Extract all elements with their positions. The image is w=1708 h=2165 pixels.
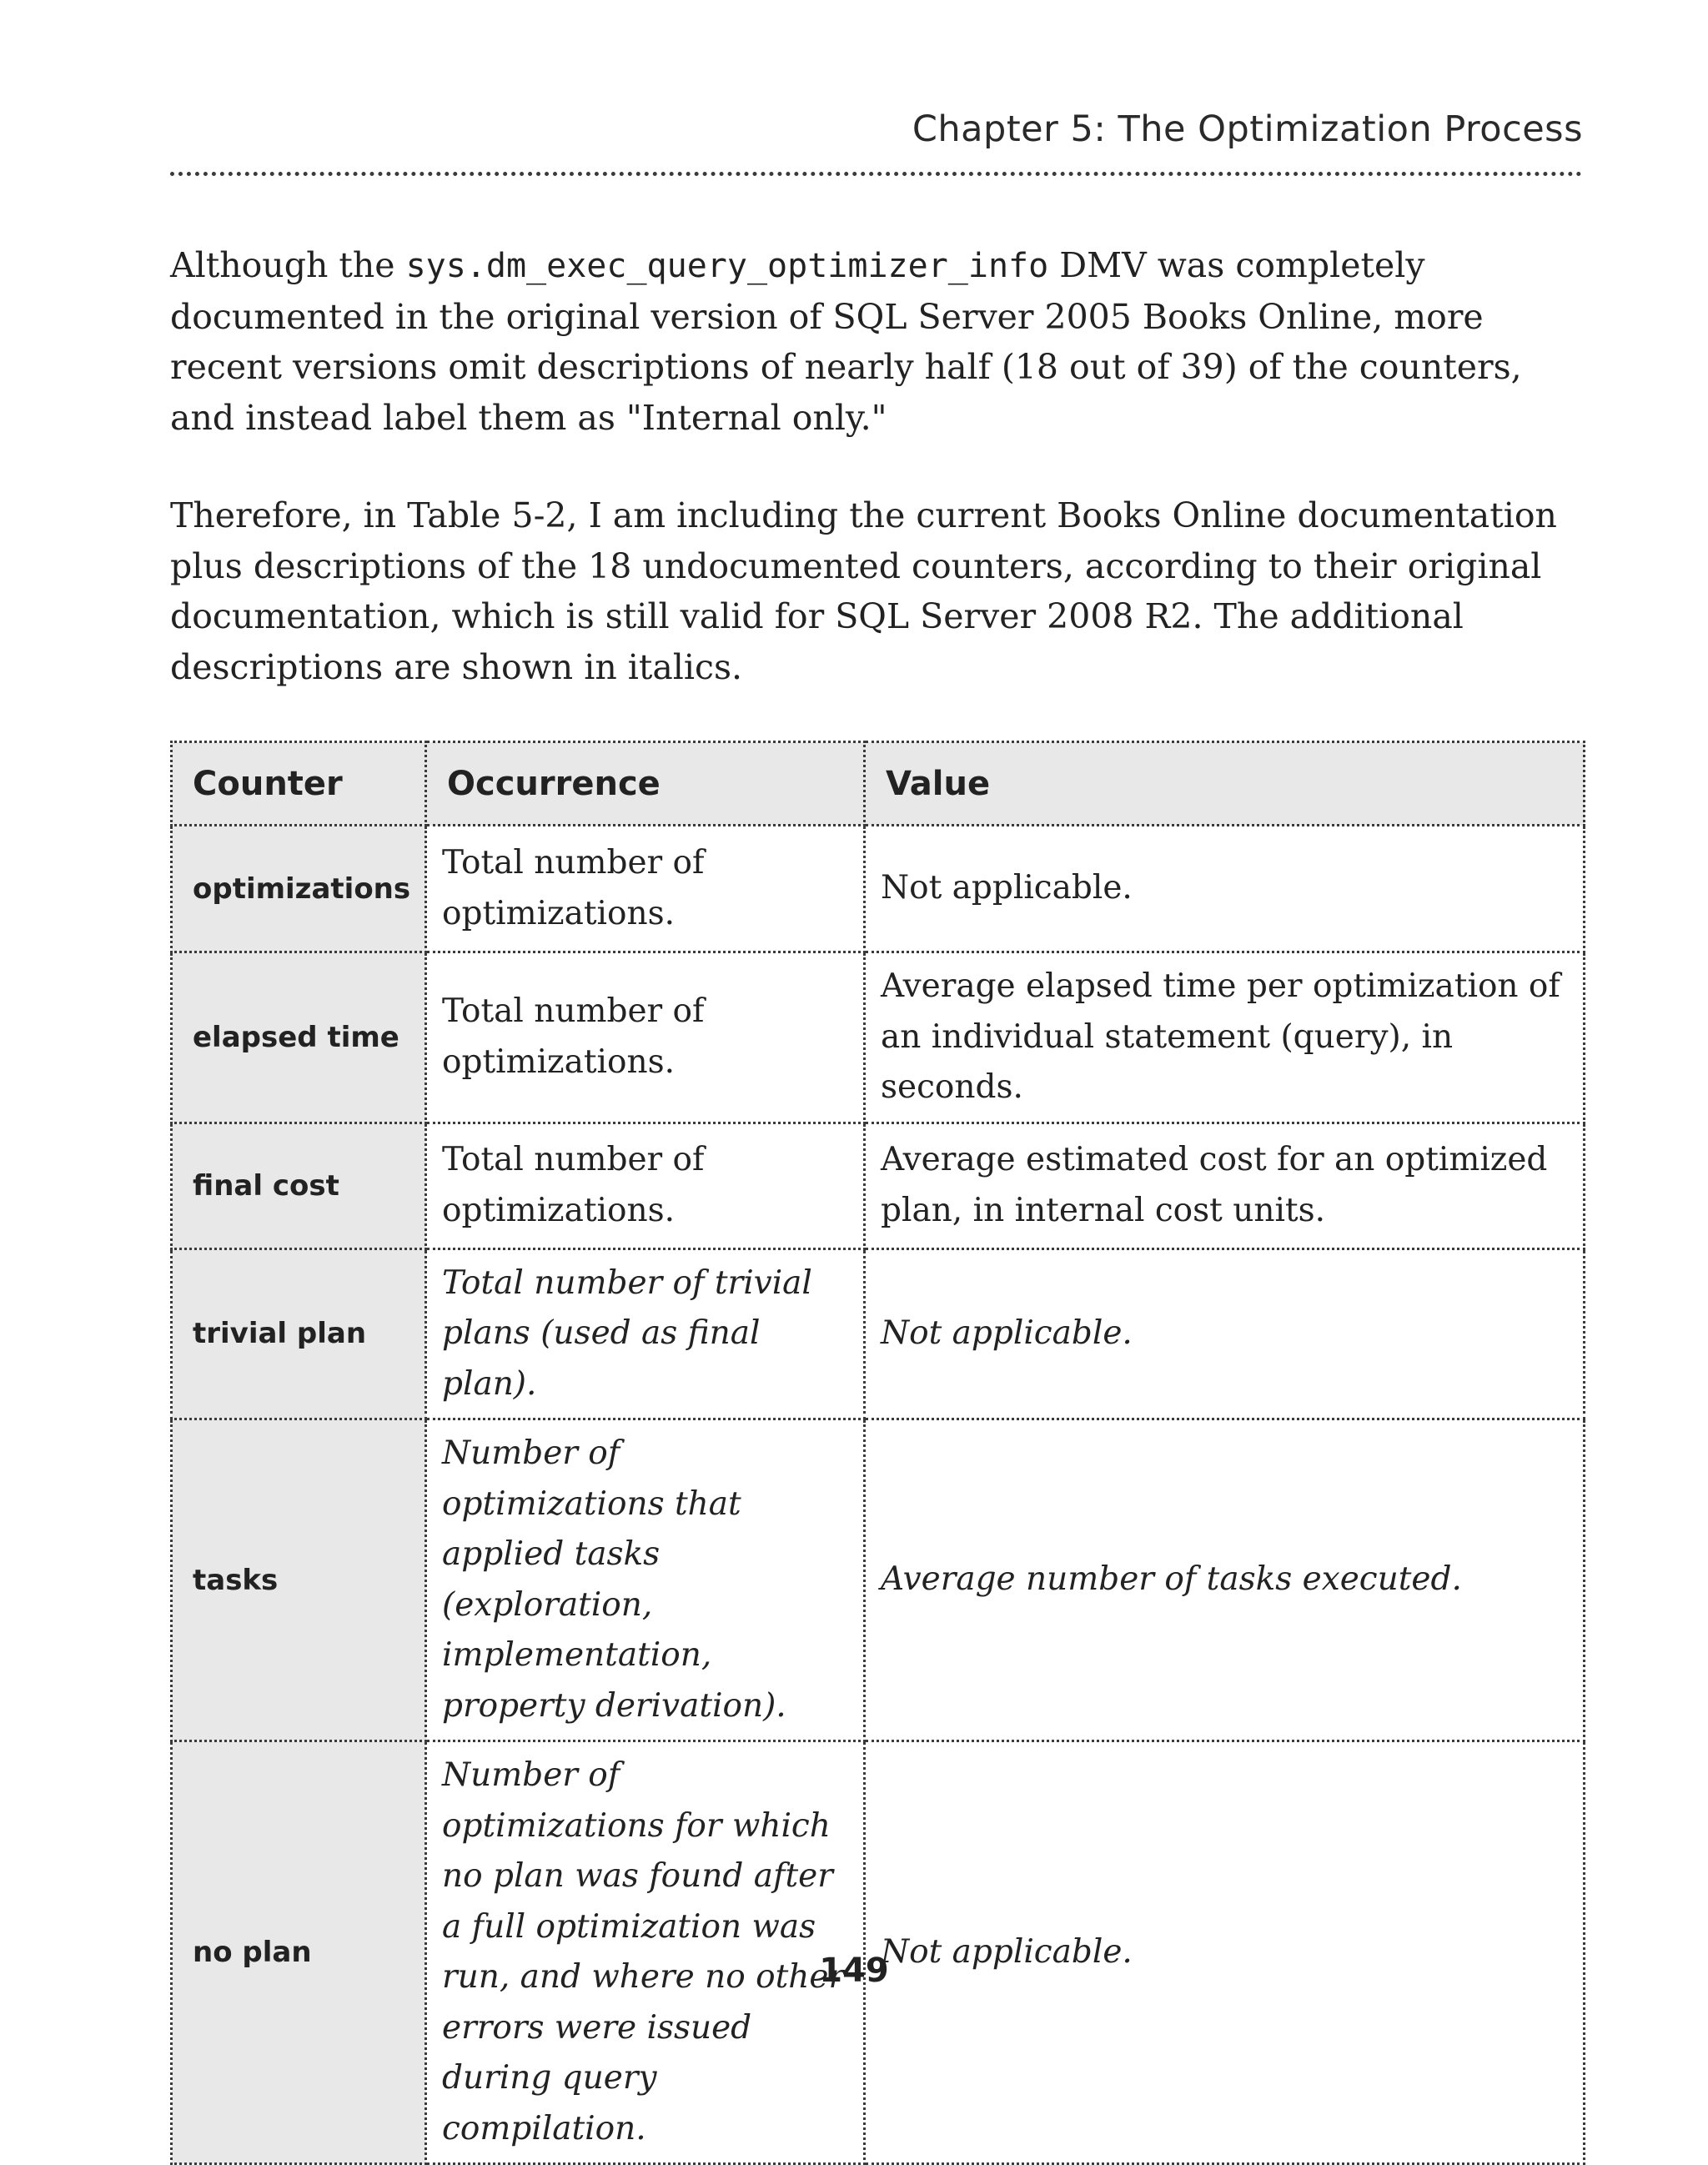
occurrence-cell: Total number of optimizations. — [426, 826, 865, 952]
occurrence-cell: Total number of optimizations. — [426, 1123, 865, 1248]
value-cell: Not applicable. — [865, 1248, 1585, 1419]
value-cell: Average estimated cost for an optimized plan, in internal cost units. — [865, 1123, 1585, 1248]
counter-cell: no plan — [172, 1741, 426, 2164]
value-cell: Average number of tasks executed. — [865, 1419, 1585, 1741]
column-header-occurrence: Occurrence — [426, 742, 865, 826]
counter-cell: tasks — [172, 1419, 426, 1741]
page-number: 149 — [819, 1952, 889, 1990]
occurrence-cell: Total number of trivial plans (used as final plan). — [426, 1248, 865, 1419]
paragraph-rest-text: DMV was completely documented in the original version of SQL Server 2005 Books Online, more recent versions omit descriptions of nearly half (18 out of 39) of the counters, and instead label them as "Internal only." — [170, 245, 1522, 438]
occurrence-cell: Number of optimizations for which no plan was found after a full optimization was run, and where no other errors were issued during query compilation. — [426, 1741, 865, 2164]
value-cell: Not applicable. — [865, 826, 1585, 952]
header-dotted-rule — [170, 172, 1582, 176]
paragraph-lead-text: Although the — [170, 245, 406, 285]
dmv-code-name: sys.dm_exec_query_optimizer_info — [405, 247, 1049, 285]
paragraph-dmv-intro — [170, 240, 1588, 443]
column-header-counter: Counter — [172, 742, 426, 826]
occurrence-cell: Number of optimizations that applied tasks (exploration, implementation, property derivation). — [426, 1419, 865, 1741]
table-row — [172, 952, 1585, 1123]
counter-cell: elapsed time — [172, 952, 426, 1123]
table-row — [172, 1248, 1585, 1419]
counter-cell: optimizations — [172, 826, 426, 952]
running-header: Chapter 5: The Optimization Process — [912, 108, 1583, 150]
table-row — [172, 826, 1585, 952]
value-cell: Average elapsed time per optimization of an individual statement (query), in seconds. — [865, 952, 1585, 1123]
occurrence-cell: Total number of optimizations. — [426, 952, 865, 1123]
table-row — [172, 1419, 1585, 1741]
value-cell: Not applicable. — [865, 1741, 1585, 2164]
table-header-row — [172, 742, 1585, 826]
column-header-value: Value — [865, 742, 1585, 826]
table-row — [172, 1123, 1585, 1248]
counter-cell: final cost — [172, 1123, 426, 1248]
paragraph-table-intro: Therefore, in Table 5-2, I am including the current Books Online documentation plus descriptions of the 18 undocumented counters, according to their original documentation, which is still valid for SQL Server 2008 R2. The additional descriptions are shown in italics. — [170, 495, 1557, 687]
counter-cell: trivial plan — [172, 1248, 426, 1419]
